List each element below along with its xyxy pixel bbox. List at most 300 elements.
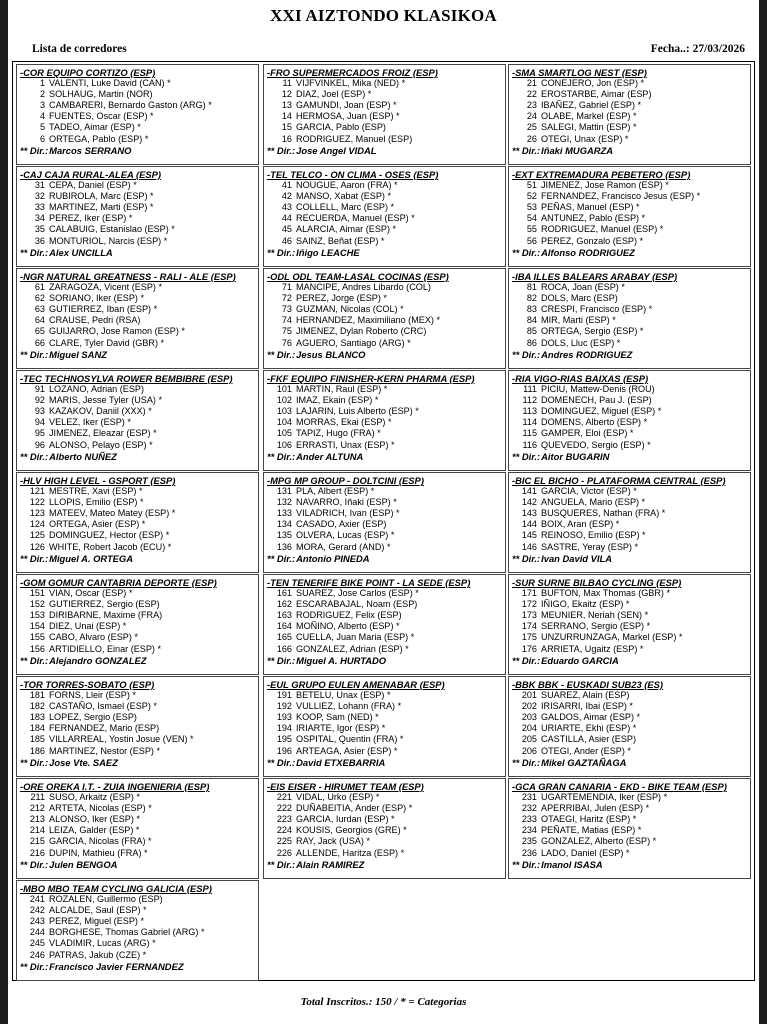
rider-name: DIEZ, Unai (ESP) * [49, 621, 127, 632]
rider-name: MEUNIER, Neriah (SEN) * [541, 610, 649, 621]
rider-row [267, 213, 502, 224]
rider-name: GUIJARRO, Jose Ramon (ESP) * [49, 326, 185, 337]
rider-row [267, 293, 502, 304]
rider-name: ZARAGOZA, Vicent (ESP) * [49, 282, 163, 293]
rider-name: MARTINEZ, Marti (ESP) * [49, 202, 154, 213]
rider-row [267, 384, 502, 395]
rider-number: 5 [39, 122, 45, 133]
rider-name: MANCIPE, Andres Libardo (COL) [296, 282, 431, 293]
rider-number: 142 [521, 497, 537, 508]
rider-row [20, 508, 255, 519]
rider-row [20, 213, 255, 224]
director-label: ** Dir.: [512, 348, 541, 360]
rider-name: OSPITAL, Quentin (FRA) * [296, 734, 404, 745]
rider-name: DOMENECH, Pau J. (ESP) [541, 395, 652, 406]
rider-number: 84 [526, 315, 537, 326]
rider-row [267, 610, 502, 621]
rider-name: CLARE, Tyler David (GBR) * [49, 337, 165, 348]
rider-row [267, 202, 502, 213]
rider-number: 74 [281, 315, 292, 326]
team-header: -MBO MBO TEAM CYCLING GALICIA (ESP) [20, 883, 212, 894]
rider-number: 104 [276, 417, 292, 428]
rider-name: ORTEGA, Pablo (ESP) * [49, 133, 149, 144]
team-director [512, 553, 747, 564]
rider-name: GUZMAN, Nicolas (COL) * [296, 304, 404, 315]
rider-number: 22 [526, 89, 537, 100]
rider-name: KOOP, Sam (NED) * [296, 712, 379, 723]
rider-row [512, 497, 747, 508]
team-director [20, 757, 255, 768]
rider-number: 171 [521, 588, 537, 599]
rider-number: 186 [29, 745, 45, 756]
team-director [20, 349, 255, 360]
team-box [508, 370, 751, 471]
rider-row [267, 89, 502, 100]
director-label: ** Dir.: [267, 654, 296, 666]
rider-row [267, 180, 502, 191]
rider-number: 44 [281, 213, 292, 224]
rider-name: SUAREZ, Alain (ESP) [541, 690, 630, 701]
rider-number: 114 [522, 417, 537, 428]
rider-name: PICIU, Mattew-Denis (ROU) [541, 384, 655, 395]
director-label: ** Dir.: [512, 450, 541, 462]
rider-name: CABO, Alvaro (ESP) * [49, 632, 138, 643]
rider-row [20, 338, 255, 349]
rider-number: 246 [29, 949, 45, 960]
rider-name: ESCARABAJAL, Noam (ESP) [296, 599, 418, 610]
director-name: Alex UNCILLA [49, 246, 113, 258]
rider-name: CALABUIG, Estanislao (ESP) * [49, 224, 175, 235]
rider-number: 2 [39, 89, 45, 100]
rider-name: FORNS, Lleir (ESP) * [49, 690, 136, 701]
rider-row [20, 712, 255, 723]
rider-number: 94 [34, 417, 45, 428]
rider-name: ALLENDE, Haritza (ESP) * [296, 847, 405, 858]
rider-number: 224 [276, 825, 292, 836]
rider-name: CASTILLA, Asier (ESP) [541, 734, 637, 745]
rider-row [20, 224, 255, 235]
rider-name: FERNANDEZ, Mario (ESP) [49, 723, 160, 734]
rider-name: TADEO, Aimar (ESP) * [49, 122, 141, 133]
rider-name: SORIANO, Iker (ESP) * [49, 293, 144, 304]
rider-name: ARRIETA, Ugaitz (ESP) * [541, 643, 644, 654]
rider-name: MORA, Gerard (AND) * [296, 541, 391, 552]
rider-number: 76 [281, 337, 292, 348]
rider-number: 42 [281, 191, 292, 202]
rider-name: EROSTARBE, Aimar (ESP) [541, 89, 652, 100]
rider-row [267, 621, 502, 632]
team-box [263, 574, 506, 675]
rider-number: 184 [29, 723, 45, 734]
rider-name: OTAEGI, Haritz (ESP) * [541, 814, 637, 825]
rider-number: 43 [281, 202, 292, 213]
rider-name: RECUERDA, Manuel (ESP) * [296, 213, 415, 224]
rider-row [267, 734, 502, 745]
rider-row [512, 122, 747, 133]
director-name: Jose Vte. SAEZ [49, 756, 118, 768]
rider-name: UNZURRUNZAGA, Markel (ESP) * [541, 632, 683, 643]
rider-number: 55 [526, 224, 537, 235]
rider-number: 135 [276, 530, 292, 541]
rider-row [20, 111, 255, 122]
team-header: -EUL GRUPO EULEN AMENABAR (ESP) [267, 679, 445, 690]
rider-number: 56 [526, 235, 537, 246]
team-director [267, 247, 502, 258]
rider-row [267, 746, 502, 757]
rider-number: 136 [276, 541, 292, 552]
rider-row [20, 78, 255, 89]
director-name: Imanol ISASA [541, 858, 603, 870]
rider-row [512, 848, 747, 859]
rider-name: VIDAL, Urko (ESP) * [296, 792, 380, 803]
director-name: Miguel A. HURTADO [296, 654, 387, 666]
rider-name: OLABE, Markel (ESP) * [541, 111, 637, 122]
team-header: -BIC EL BICHO - PLATAFORMA CENTRAL (ESP) [512, 475, 726, 486]
director-name: Ander ALTUNA [296, 450, 364, 462]
rider-number: 85 [526, 326, 537, 337]
rider-number: 61 [34, 282, 45, 293]
rider-name: LAJARIN, Luis Alberto (ESP) * [296, 406, 419, 417]
rider-number: 235 [521, 836, 537, 847]
rider-row [20, 236, 255, 247]
rider-number: 233 [521, 814, 537, 825]
team-box [263, 370, 506, 471]
rider-name: BORGHESE, Thomas Gabriel (ARG) * [49, 927, 205, 938]
team-header: -HLV HIGH LEVEL - GSPORT (ESP) [20, 475, 176, 486]
rider-name: ROCA, Joan (ESP) * [541, 282, 625, 293]
rider-row [512, 508, 747, 519]
rider-name: MARTIN, Raul (ESP) * [296, 384, 388, 395]
rider-name: TAPIZ, Hugo (FRA) * [296, 428, 381, 439]
rider-number: 72 [281, 293, 292, 304]
rider-number: 202 [521, 701, 537, 712]
rider-number: 32 [34, 191, 45, 202]
director-name: Eduardo GARCIA [541, 654, 619, 666]
rider-number: 193 [276, 712, 292, 723]
rider-name: ORTEGA, Sergio (ESP) * [541, 326, 644, 337]
rider-row [267, 236, 502, 247]
rider-row [267, 814, 502, 825]
rider-row [267, 122, 502, 133]
rider-number: 174 [521, 621, 537, 632]
rider-name: GARCIA, Nicolas (FRA) * [49, 836, 152, 847]
rider-number: 161 [276, 588, 292, 599]
team-header: -TOR TORRES-SOBATO (ESP) [20, 679, 155, 690]
rider-number: 221 [276, 792, 292, 803]
rider-row [267, 701, 502, 712]
team-header: -COR EQUIPO CORTIZO (ESP) [20, 67, 156, 78]
rider-row [512, 304, 747, 315]
rider-number: 14 [281, 111, 292, 122]
team-box [263, 676, 506, 777]
team-box [508, 778, 751, 879]
rider-row [20, 950, 255, 961]
rider-number: 156 [29, 643, 45, 654]
team-director [267, 349, 502, 360]
rider-name: UGARTEMENDIA, Iker (ESP) * [541, 792, 668, 803]
rider-number: 115 [522, 428, 537, 439]
rider-row [267, 282, 502, 293]
director-label: ** Dir.: [267, 552, 296, 564]
rider-row [267, 78, 502, 89]
team-director [20, 451, 255, 462]
rider-name: VIAN, Oscar (ESP) * [49, 588, 133, 599]
director-label: ** Dir.: [20, 246, 49, 258]
director-label: ** Dir.: [267, 756, 296, 768]
team-director [20, 655, 255, 666]
rider-row [512, 440, 747, 451]
rider-row [20, 644, 255, 655]
rider-name: NOUGUE, Aaron (FRA) * [296, 180, 398, 191]
team-director [512, 655, 747, 666]
rider-row [20, 282, 255, 293]
rider-name: GAMUNDI, Joan (ESP) * [296, 100, 397, 111]
rider-name: SASTRE, Yeray (ESP) * [541, 541, 639, 552]
rider-number: 196 [276, 745, 292, 756]
rider-row [512, 701, 747, 712]
rider-row [267, 690, 502, 701]
rider-row [267, 792, 502, 803]
rider-name: HERMOSA, Juan (ESP) * [296, 111, 400, 122]
director-name: Mikel GAZTAÑAGA [541, 756, 627, 768]
rider-name: IRIARTE, Igor (ESP) * [296, 723, 386, 734]
rider-name: GONZALEZ, Alberto (ESP) * [541, 836, 657, 847]
team-director [267, 553, 502, 564]
team-director [512, 145, 747, 156]
team-grid [12, 61, 755, 981]
rider-number: 191 [276, 690, 292, 701]
rider-row [20, 134, 255, 145]
director-label: ** Dir.: [512, 756, 541, 768]
rider-number: 181 [29, 690, 45, 701]
team-header: -TEC TECHNOSYLVA ROWER BEMBIBRE (ESP) [20, 373, 233, 384]
rider-name: CASTAÑO, Ismael (ESP) * [49, 701, 157, 712]
director-name: Iñigo LEACHE [296, 246, 360, 258]
rider-row [20, 395, 255, 406]
rider-number: 23 [526, 100, 537, 111]
team-header: -FRO SUPERMERCADOS FROIZ (ESP) [267, 67, 438, 78]
rider-number: 91 [34, 384, 45, 395]
rider-name: VILADRICH, Ivan (ESP) * [296, 508, 400, 519]
rider-name: APERRIBAI, Julen (ESP) * [541, 803, 650, 814]
rider-row [20, 916, 255, 927]
rider-number: 103 [276, 406, 292, 417]
team-director [267, 757, 502, 768]
rider-row [512, 542, 747, 553]
rider-row [267, 542, 502, 553]
rider-number: 102 [276, 395, 292, 406]
rider-name: PATRAS, Jakub (CZE) * [49, 949, 147, 960]
rider-row [20, 610, 255, 621]
team-box [16, 64, 259, 165]
rider-row [20, 89, 255, 100]
rider-name: VILLARREAL, Yostin Josue (VEN) * [49, 734, 194, 745]
team-box [16, 880, 259, 981]
rider-name: CEPA, Daniel (ESP) * [49, 180, 137, 191]
rider-row [512, 734, 747, 745]
rider-row [20, 701, 255, 712]
rider-number: 54 [526, 213, 537, 224]
director-label: ** Dir.: [20, 756, 49, 768]
rider-name: CUELLA, Juan Maria (ESP) * [296, 632, 415, 643]
rider-number: 195 [276, 734, 292, 745]
rider-row [20, 588, 255, 599]
rider-number: 53 [526, 202, 537, 213]
rider-name: ALONSO, Iker (ESP) * [49, 814, 140, 825]
rider-number: 21 [526, 78, 537, 89]
team-header: -NGR NATURAL GREATNESS - RALI - ALE (ESP) [20, 271, 236, 282]
rider-number: 93 [34, 406, 45, 417]
rider-name: IÑIGO, Ekaitz (ESP) * [541, 599, 630, 610]
rider-name: ORTEGA, Asier (ESP) * [49, 519, 146, 530]
rider-number: 64 [34, 315, 45, 326]
rider-number: 141 [521, 486, 537, 497]
team-box [508, 472, 751, 573]
rider-row [20, 100, 255, 111]
team-header: -FKF EQUIPO FINISHER-KERN PHARMA (ESP) [267, 373, 475, 384]
rider-name: GARCIA, Pablo (ESP) [296, 122, 386, 133]
rider-number: 154 [29, 621, 45, 632]
rider-number: 205 [521, 734, 537, 745]
rider-number: 73 [281, 304, 292, 315]
rider-name: PEREZ, Iker (ESP) * [49, 213, 133, 224]
rider-name: GAMPER, Eloi (ESP) * [541, 428, 634, 439]
rider-row [512, 690, 747, 701]
rider-number: 51 [526, 180, 537, 191]
rider-name: PEREZ, Miguel (ESP) * [49, 916, 145, 927]
rider-number: 3 [39, 100, 45, 111]
rider-name: CONEJERO, Jon (ESP) * [541, 78, 645, 89]
rider-name: MANSO, Xabat (ESP) * [296, 191, 392, 202]
rider-row [267, 304, 502, 315]
rider-number: 226 [276, 847, 292, 858]
rider-name: RUBIROLA, Marc (ESP) * [49, 191, 154, 202]
rider-row [512, 191, 747, 202]
rider-number: 143 [521, 508, 537, 519]
rider-row [20, 734, 255, 745]
rider-name: DIRIBARNE, Maxime (FRA) [49, 610, 163, 621]
rider-name: CRAUSE, Pedri (RSA) [49, 315, 141, 326]
rider-name: DUPIN, Mathieu (FRA) * [49, 847, 148, 858]
director-name: Miguel SANZ [49, 348, 107, 360]
team-box [508, 166, 751, 267]
rider-number: 95 [34, 428, 45, 439]
rider-row [512, 89, 747, 100]
rider-row [512, 803, 747, 814]
rider-name: HERNANDEZ, Maximiliano (MEX) * [296, 315, 441, 326]
rider-number: 15 [281, 122, 292, 133]
rider-name: MORRAS, Ekai (ESP) * [296, 417, 392, 428]
team-box [16, 676, 259, 777]
rider-name: GUTIERREZ, Iban (ESP) * [49, 304, 158, 315]
rider-name: GALDOS, Aimar (ESP) * [541, 712, 641, 723]
rider-name: ANTUNEZ, Pablo (ESP) * [541, 213, 646, 224]
rider-row [267, 723, 502, 734]
rider-number: 163 [276, 610, 292, 621]
rider-row [20, 180, 255, 191]
rider-row [512, 723, 747, 734]
date-label: Fecha..: [650, 43, 690, 55]
rider-number: 26 [526, 133, 537, 144]
rider-name: WHITE, Robert Jacob (ECU) * [49, 541, 172, 552]
rider-row [267, 224, 502, 235]
rider-row [20, 530, 255, 541]
director-name: Miguel A. ORTEGA [49, 552, 133, 564]
rider-row [267, 428, 502, 439]
rider-name: VIJFVINKEL, Mika (NED) * [296, 78, 406, 89]
rider-name: ALCALDE, Saul (ESP) * [49, 905, 147, 916]
rider-name: ALARCIA, Aimar (ESP) * [296, 224, 397, 235]
rider-name: JIMENEZ, Dylan Roberto (CRC) [296, 326, 427, 337]
rider-row [267, 417, 502, 428]
rider-row [267, 326, 502, 337]
rider-row [20, 384, 255, 395]
rider-number: 132 [276, 497, 292, 508]
rider-number: 131 [276, 486, 292, 497]
director-name: Alfonso RODRIGUEZ [541, 246, 635, 258]
team-box [508, 676, 751, 777]
rider-row [512, 293, 747, 304]
team-director [512, 451, 747, 462]
rider-name: JIMENEZ, Eleazar (ESP) * [49, 428, 157, 439]
rider-row [20, 542, 255, 553]
rider-row [267, 519, 502, 530]
rider-number: 244 [29, 927, 45, 938]
team-header: -TEL TELCO - ON CLIMA - OSES (ESP) [267, 169, 439, 180]
rider-row [20, 848, 255, 859]
team-box [263, 778, 506, 879]
director-name: Andres RODRIGUEZ [541, 348, 633, 360]
rider-number: 241 [29, 894, 45, 905]
rider-name: OTEGI, Ander (ESP) * [541, 745, 631, 756]
rider-number: 66 [34, 337, 45, 348]
rider-row [267, 338, 502, 349]
team-header: -RIA VIGO-RIAS BAIXAS (ESP) [512, 373, 649, 384]
team-box [508, 268, 751, 369]
rider-name: MOÑINO, Alberto (ESP) * [296, 621, 400, 632]
rider-name: ROZALEN, Guillermo (ESP) [49, 894, 163, 905]
rider-row [512, 111, 747, 122]
rider-number: 234 [521, 825, 537, 836]
rider-row [512, 792, 747, 803]
rider-name: BUSQUERES, Nathan (FRA) * [541, 508, 666, 519]
footer-total: Total Inscritos.: 150 / * = Categorias [300, 996, 467, 1008]
rider-row [267, 100, 502, 111]
rider-number: 204 [521, 723, 537, 734]
rider-number: 82 [526, 293, 537, 304]
rider-number: 213 [29, 814, 45, 825]
rider-number: 232 [521, 803, 537, 814]
rider-number: 215 [29, 836, 45, 847]
rider-number: 33 [34, 202, 45, 213]
rider-name: MONTURIOL, Narcis (ESP) * [49, 235, 168, 246]
rider-row [512, 712, 747, 723]
rider-name: URIARTE, Ekhi (ESP) * [541, 723, 637, 734]
rider-name: RAY, Jack (USA) * [296, 836, 370, 847]
list-subtitle: Lista de corredores [32, 43, 127, 55]
rider-row [267, 825, 502, 836]
rider-row [20, 486, 255, 497]
rider-name: KOUSIS, Georgios (GRE) * [296, 825, 407, 836]
director-label: ** Dir.: [512, 858, 541, 870]
rider-number: 242 [29, 905, 45, 916]
rider-number: 243 [29, 916, 45, 927]
rider-number: 63 [34, 304, 45, 315]
director-label: ** Dir.: [267, 450, 296, 462]
rider-row [20, 497, 255, 508]
rider-name: OTEGI, Unax (ESP) * [541, 133, 629, 144]
rider-number: 123 [29, 508, 45, 519]
